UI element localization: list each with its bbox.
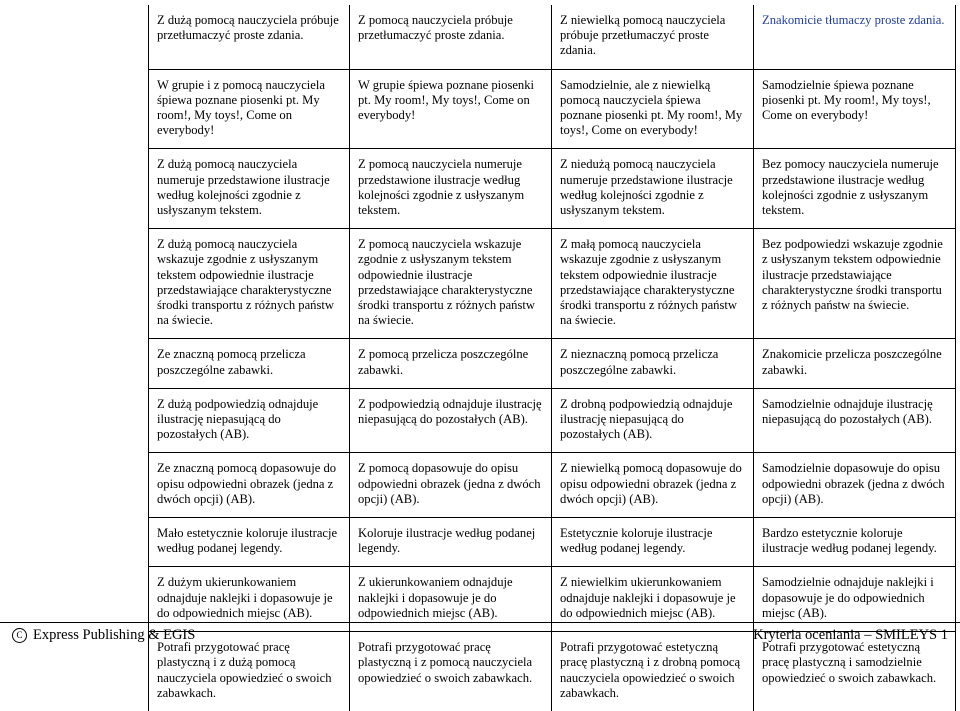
publisher-text: Express Publishing & EGIS — [33, 627, 196, 643]
table-cell: Bez podpowiedzi wskazuje zgodnie z usłyszanym tekstem odpowiednie ilustracje przedstawiające charakterystyczne środki transportu z różnych państw na świecie. — [754, 228, 956, 338]
table-cell: Z dużą pomocą nauczyciela próbuje przetłumaczyć proste zdania. — [148, 5, 350, 69]
table-cell: Samodzielnie śpiewa poznane piosenki pt. My room!, My toys!, Come on everybody! — [754, 69, 956, 149]
table-cell: Ze znaczną pomocą przelicza poszczególne zabawki. — [148, 338, 350, 387]
table-cell: Z drobną podpowiedzią odnajduje ilustrację niepasującą do pozostałych (AB). — [552, 388, 754, 453]
table-cell: Z niedużą pomocą nauczyciela numeruje przedstawione ilustracje według kolejności zgodnie z usłyszanym tekstem. — [552, 148, 754, 228]
table-cell: Z pomocą nauczyciela próbuje przetłumaczyć proste zdania. — [350, 5, 552, 69]
table-cell: Z pomocą nauczyciela wskazuje zgodnie z usłyszanym tekstem odpowiednie ilustracje przedstawiające charakterystyczne środki transportu z różnych państw na świecie. — [350, 228, 552, 338]
table-cell: Z małą pomocą nauczyciela wskazuje zgodnie z usłyszanym tekstem odpowiednie ilustracje przedstawiające charakterystyczne środki transportu z różnych państw na świecie. — [552, 228, 754, 338]
table-cell: W grupie i z pomocą nauczyciela śpiewa poznane piosenki pt. My room!, My toys!, Come on everybody! — [148, 69, 350, 149]
table-cell: Mało estetycznie koloruje ilustracje według podanej legendy. — [148, 517, 350, 566]
table-cell: Estetycznie koloruje ilustracje według podanej legendy. — [552, 517, 754, 566]
table-cell: Potrafi przygotować estetyczną pracę plastyczną i z drobną pomocą nauczyciela opowiedzieć o swoich zabawkach. — [552, 631, 754, 711]
table-cell: Bez pomocy nauczyciela numeruje przedstawione ilustracje według kolejności zgodnie z usłyszanym tekstem. — [754, 148, 956, 228]
table-cell: Samodzielnie dopasowuje do opisu odpowiedni obrazek (jedna z dwóch opcji) (AB). — [754, 452, 956, 517]
table-cell: Bardzo estetycznie koloruje ilustracje według podanej legendy. — [754, 517, 956, 566]
table-cell: Z niewielką pomocą nauczyciela próbuje przetłumaczyć proste zdania. — [552, 5, 754, 69]
table-cell: Z ukierunkowaniem odnajduje naklejki i dopasowuje je do odpowiednich miejsc (AB). — [350, 566, 552, 631]
table-cell: Znakomicie tłumaczy proste zdania. — [754, 5, 956, 69]
table-cell: Koloruje ilustracje według podanej legendy. — [350, 517, 552, 566]
table-cell: Z pomocą dopasowuje do opisu odpowiedni obrazek (jedna z dwóch opcji) (AB). — [350, 452, 552, 517]
table-cell: Z niewielką pomocą dopasowuje do opisu odpowiedni obrazek (jedna z dwóch opcji) (AB). — [552, 452, 754, 517]
footer-divider — [0, 622, 960, 623]
criteria-table — [148, 5, 956, 711]
table-cell: W grupie śpiewa poznane piosenki pt. My room!, My toys!, Come on everybody! — [350, 69, 552, 149]
table-cell: Z dużą pomocą nauczyciela numeruje przedstawione ilustracje według kolejności zgodnie z usłyszanym tekstem. — [148, 148, 350, 228]
table-cell: Z podpowiedzią odnajduje ilustrację niepasującą do pozostałych (AB). — [350, 388, 552, 453]
footer-publisher — [12, 627, 195, 644]
table-cell: Z pomocą nauczyciela numeruje przedstawione ilustracje według kolejności zgodnie z usłyszanym tekstem. — [350, 148, 552, 228]
table-cell: Samodzielnie, ale z niewielką pomocą nauczyciela śpiewa poznane piosenki pt. My room!, My toys!, Come on everybody! — [552, 69, 754, 149]
table-cell: Z dużą pomocą nauczyciela wskazuje zgodnie z usłyszanym tekstem odpowiednie ilustracje przedstawiające charakterystyczne środki transportu z różnych państw na świecie. — [148, 228, 350, 338]
table-cell: Z dużą podpowiedzią odnajduje ilustrację niepasującą do pozostałych (AB). — [148, 388, 350, 453]
table-cell: Z nieznaczną pomocą przelicza poszczególne zabawki. — [552, 338, 754, 387]
copyright-icon: C — [12, 628, 27, 643]
table-cell: Samodzielnie odnajduje ilustrację niepasującą do pozostałych (AB). — [754, 388, 956, 453]
table-cell: Z dużym ukierunkowaniem odnajduje naklejki i dopasowuje je do odpowiednich miejsc (AB). — [148, 566, 350, 631]
table-cell: Potrafi przygotować pracę plastyczną i z dużą pomocą nauczyciela opowiedzieć o swoich zabawkach. — [148, 631, 350, 711]
table-cell: Znakomicie przelicza poszczególne zabawki. — [754, 338, 956, 387]
table-cell: Samodzielnie odnajduje naklejki i dopasowuje je do odpowiednich miejsc (AB). — [754, 566, 956, 631]
table-cell: Potrafi przygotować estetyczną pracę plastyczną i samodzielnie opowiedzieć o swoich zabawkach. — [754, 631, 956, 711]
table-cell: Ze znaczną pomocą dopasowuje do opisu odpowiedni obrazek (jedna z dwóch opcji) (AB). — [148, 452, 350, 517]
table-cell: Potrafi przygotować pracę plastyczną i z pomocą nauczyciela opowiedzieć o swoich zabawkach. — [350, 631, 552, 711]
footer-document-title: Kryteria oceniania – SMILEYS 1 — [753, 627, 948, 643]
table-cell: Z niewielkim ukierunkowaniem odnajduje naklejki i dopasowuje je do odpowiednich miejsc (AB). — [552, 566, 754, 631]
table-cell: Z pomocą przelicza poszczególne zabawki. — [350, 338, 552, 387]
